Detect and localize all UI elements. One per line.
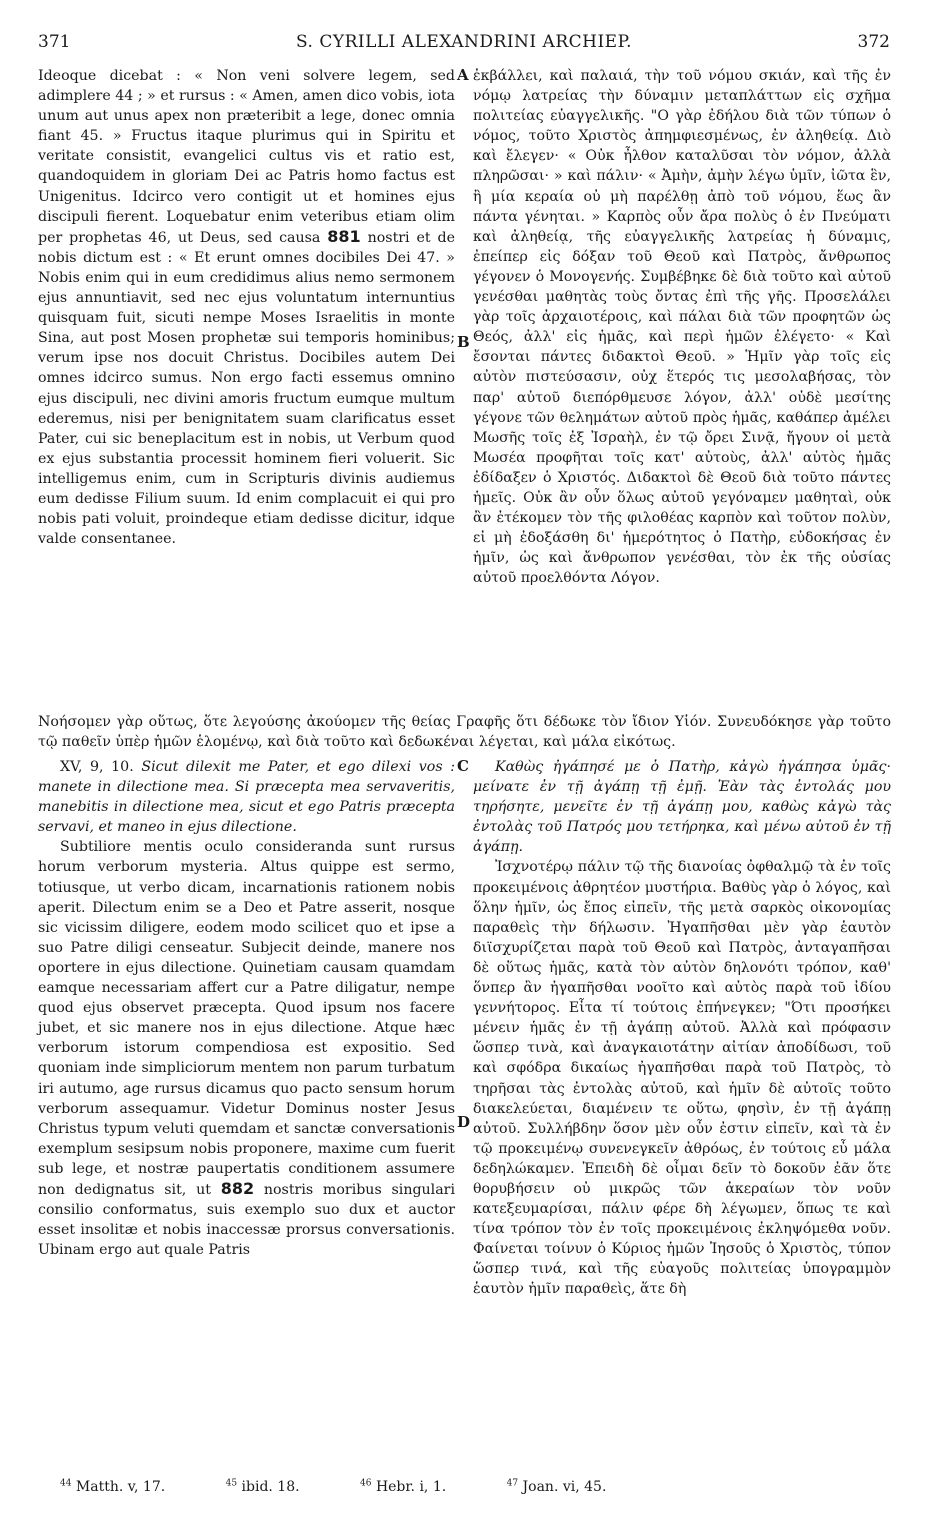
footnote: $^{46}$ Hebr. i, 1. [360, 1478, 447, 1495]
footnote: $^{45}$ ibid. 18. [225, 1478, 300, 1495]
latin-paragraph: Ideoque dicebat : « Non veni solvere legem, sed adimplere 44 ; » et rursus : « Amen, amen dico vobis, iota unum aut unus apex non præteribit a lege, donec omnia fiant 45. » Fructus itaque plurimus qui in Spiritu et veritate consistit, evangelici cultus vis et ratio est, quandoquidem in gloriam Dei ac Patris homo factus est Unigenitus. Idcirco vero contigit ut et homines ejus discipuli fierent. Loquebatur enim veteribus etiam olim per prophetas 46, ut Deus, sed causa 881 nostri et de nobis dictum est : « Et erunt omnes docibiles Dei 47. » Nobis enim qui in eum credidimus alius nemo sermonem ejus annuntiavit, sed nec ejus voluntatum internuntius quisquam fuit, sicuti nempe Moses Israelitis in monte Sina, aut post Mosen prophetæ sui temporis hominibus; verum ipse nos docuit Christus. Docibiles autem Dei omnes idcirco sumus. Non ergo facti essemus omnino ejus discipuli, nec divini amoris fructum eumque multum ederemus, nisi per benignitatem suam clarificatus esset Pater, cui sic beneplacitum est in nobis, ut Verbum quod ex ejus substantia processit hominem fieri voluerit. Sic intelligemus enim, cum in Scripturis divinis audiemus eum dedisse Filium suum. Id enim complacuit ei qui pro nobis pati voluit, proindeque etiam dedisse dicitur, idque valde consentanee. [38, 68, 455, 548]
greek-paragraph: ἐκβάλλει, καὶ παλαιά, τὴν τοῦ νόμου σκιάν, καὶ τῆς ἐν νόμῳ λατρείας τὴν δύναμιν μεταπλάττων εἰς σχῆμα πολιτείας εὐαγγελικῆς. "Ο γὰρ ἐδήλου διὰ τῶν τύπων ὁ νόμος, τοῦτο Χριστὸς ἀπημφιεσμένως, ἐν ἀληθείᾳ. Διὸ καὶ ἔλεγεν· « Οὐκ ἦλθον καταλῦσαι τὸν νόμον, ἀλλὰ πληρῶσαι· » καὶ πάλιν· « Ἀμὴν, ἀμὴν λέγω ὑμῖν, ἰῶτα ἓν, ἢ μία κεραία οὐ μὴ παρέλθῃ ἀπὸ τοῦ νόμου, ἕως ἂν πάντα γένηται. » Καρπὸς οὖν ἄρα πολὺς ὁ ἐν Πνεύματι καὶ ἀληθείᾳ, τῆς εὐαγγελικῆς λατρείας ἡ δύναμις, ἐπείπερ εἰς δόξαν τοῦ Θεοῦ καὶ Πατρὸς, ἄνθρωπος γέγονεν ὁ Μονογενής. Συμβέβηκε δὲ διὰ τοῦτο καὶ αὐτοῦ γενέσθαι μαθητὰς τοὺς ὄντας ἐπὶ τῆς γῆς. Προσελάλει γὰρ τοῖς ἀρχαιοτέροις, καὶ πάλαι διὰ τῶν προφητῶν ὡς Θεός, ἀλλ' εἰς ἡμᾶς, καὶ περὶ ἡμῶν ἐλέγετο· « Καὶ ἔσονται πάντες διδακτοὶ Θεοῦ. » Ἡμῖν γὰρ τοῖς εἰς αὐτὸν πιστεύσασιν, οὐχ ἕτερός τις μεσολαβήσας, τὸν παρ' αὐτοῦ διεπόρθμευσε λόγον, ἀλλ' οὐδὲ μεσίτης γέγονε τῶν θελημάτων αὐτοῦ πρὸς ἡμᾶς, καθάπερ ἀμέλει Μωσῆς τοῖς ἐξ Ἰσραὴλ, ἐν τῷ ὄρει Σινᾷ, ἤγουν οἱ μετὰ Μωσέα προφῆται τοῖς κατ' αὐτοὺς, ἀλλ' αὐτὸς ἡμᾶς ἐδίδαξεν ὁ Χριστός. Διδακτοὶ δὲ Θεοῦ διὰ τοῦτο πάντες ἡμεῖς. Οὐκ ἂν οὖν ὅλως αὐτοῦ γεγόναμεν μαθηταὶ, οὐκ ἂν ἐτέκομεν τὸν τῆς φιλοθέας καρπὸν καὶ τοῦτον πολὺν, εἰ μὴ ἐδοξάσθη δι' ἡμερότητος ὁ Πατὴρ, εὐδοκήσας ἐν ἡμῖν, ὡς καὶ ἄνθρωπον γενέσθαι, τὸν ἐκ τῆς οὐσίας αὐτοῦ προελθόντα Λόγον. [473, 68, 891, 587]
page-number-left: 371 [38, 32, 71, 52]
latin-lemma [38, 757, 455, 837]
column-number-882: 882 [220, 1178, 255, 1198]
greek-column-top [473, 66, 891, 588]
greek-full-width-text: Νοήσομεν γὰρ οὕτως, ὅτε λεγούσης ἀκούομεν τῆς θείας Γραφῆς ὅτι δέδωκε τὸν ἴδιον Υἱόν. Συνευδόκησε γὰρ τοῦτο τῷ παθεῖν ὑπὲρ ἡμῶν ἑλομένῳ, καὶ διὰ τοῦτο καὶ δεδωκέναι λέγεται, καὶ μάλα εἰκότως. [38, 714, 891, 751]
greek-lemma: Καθὼς ἠγάπησέ με ὁ Πατὴρ, κἀγὼ ἠγάπησα ὑμᾶς· μείνατε ἐν τῇ ἀγάπῃ τῇ ἐμῇ. Ἐὰν τὰς ἐντολάς μου τηρήσητε, μενεῖτε ἐν τῇ ἀγάπῃ μου, καθὼς κἀγὼ τὰς ἐντολὰς τοῦ Πατρός μου τετήρηκα, καὶ μένω αὐτοῦ ἐν τῇ ἀγάπῃ. [473, 759, 891, 856]
latin-column-top [38, 66, 455, 549]
margin-letter-c: C [457, 757, 469, 775]
latin-lemma-text: Sicut dilexit me Pater, et ego dilexi vos : manete in dilectione mea. Si præcepta mea servaveritis, manebitis in dilectione mea, sicut et ego Patris præcepta servavi, et maneo in ejus dilectione. [38, 759, 455, 836]
footnotes [60, 1478, 860, 1495]
margin-letter-a: A [457, 66, 469, 84]
latin-commentary: Subtiliore mentis oculo consideranda sunt rursus horum verborum mysteria. Altus quippe est sermo, totiusque, ut verbo dicam, incarnationis rationem nobis aperit. Dilectum enim se a Deo et Patre asserit, nosque sic vicissim diligere, eodem modo scilicet quo et ipse a suo Patre diligi censeatur. Subjecit deinde, manere nos oportere in ejus dilectione. Quinetiam causam quamdam eamque necessariam affert cur a Patre diligatur, nempe quod ejus observet præcepta. Quod ipsum nos facere jubet, et sic manere nos in ejus dilectione. Atque hæc verborum istorum compendiosa est expositio. Sed quoniam inde simpliciorum mentem non parum turbatum iri autumo, age rursus dicamus quo pacto sensum horum verborum assequamur. Videtur Dominus noster Jesus Christus typum veluti quemdam et sanctæ conversationis exemplum sesipsum nobis proponere, maxime cum fuerit sub lege, et nostræ paupertatis conditionem assumere non dedignatus sit, ut 882 nostris moribus singulari consilio conformatus, suis exemplo suo dux et auctor esset insolitæ et nobis inaccessæ prorsus conversationis. Ubinam ergo aut quale Patris [38, 839, 455, 1259]
greek-commentary: Ἰσχνοτέρῳ πάλιν τῷ τῆς διανοίας ὀφθαλμῷ τὰ ἐν τοῖς προκειμένοις ἀθρητέον μυστήρια. Βαθὺς γὰρ ὁ λόγος, καὶ ὅλην ἡμῖν, ὡς ἔπος εἰπεῖν, τῆς μετὰ σαρκὸς οἰκονομίας παραθεὶς τὴν δήλωσιν. Ἠγαπῆσθαι μὲν γὰρ ἑαυτὸν διϊσχυρίζεται παρὰ τοῦ Θεοῦ καὶ Πατρὸς, ἀνταγαπῆσαι δὲ οὕτως ἡμᾶς, κατὰ τὸν αὐτὸν δηλονότι τρόπον, καθ' ὅνπερ ἂν ἠγαπῆσθαι νοοῖτο καὶ αὐτὸς παρὰ τοῦ ἰδίου γεννήτορος. Εἶτα τί τούτοις ἐπήνεγκεν; "Ότι προσήκει μένειν ἡμᾶς ἐν τῇ ἀγάπῃ αὐτοῦ. Ἀλλὰ καὶ πρόφασιν ὥσπερ τινὰ, καὶ ἀναγκαιοτάτην αἰτίαν ἀποδίδωσι, τοῦ καὶ σφόδρα δικαίως ἠγαπῆσθαι παρὰ τοῦ Πατρὸς, τὸ τηρῆσαι τὰς ἐντολὰς αὐτοῦ, καὶ ἡμῖν δὲ αὐτοῖς τοῦτο διακελεύεται, διαμένειν τε οὕτω, φησὶν, ἐν τῇ ἀγάπῃ αὐτοῦ. Συλλήβδην ὅσον μὲν οὖν ἐστιν εἰπεῖν, καὶ τὰ ἐν τῷ προκειμένῳ συνενεγκεῖν ἀθρόως, ἐν τούτοις εὖ μάλα δεδηλώκαμεν. Ἐπειδὴ δὲ οἶμαι δεῖν τὸ δοκοῦν ἐᾶν ὅτε θορυβήσειν οὐ μικρῶς τῶν ἀκεραίων τὸν νοῦν κατεξευμαρίσαι, πάλιν φέρε δὴ λέγωμεν, ὅπως τε καὶ τίνα τρόπον τὸν ἐν τοῖς προκειμένοις ἐκληψόμεθα νοῦν. Φαίνεται τοίνυν ὁ Κύριος ἡμῶν Ἰησοῦς ὁ Χριστὸς, τύπον ὥσπερ τινά, καὶ τῆς εὐαγοῦς πολιτείας ὑπογραμμὸν ἑαυτὸν ἡμῖν παραθεὶς, ἅτε δὴ [473, 859, 891, 1298]
margin-letter-b: B [457, 333, 470, 351]
verse-reference: XV, 9, 10. [60, 759, 134, 775]
latin-column-section [38, 757, 455, 1260]
column-number-881: 881 [327, 226, 361, 246]
margin-letter-d: D [457, 1113, 471, 1131]
greek-column-section [473, 757, 891, 1300]
footnote: $^{44}$ Matth. v, 17. [60, 1478, 166, 1495]
footnote: $^{47}$ Joan. vi, 45. [506, 1478, 607, 1495]
page-number-right: 372 [857, 32, 890, 52]
running-title: S. CYRILLI ALEXANDRINI ARCHIEP. [296, 32, 632, 52]
running-header [38, 32, 890, 54]
